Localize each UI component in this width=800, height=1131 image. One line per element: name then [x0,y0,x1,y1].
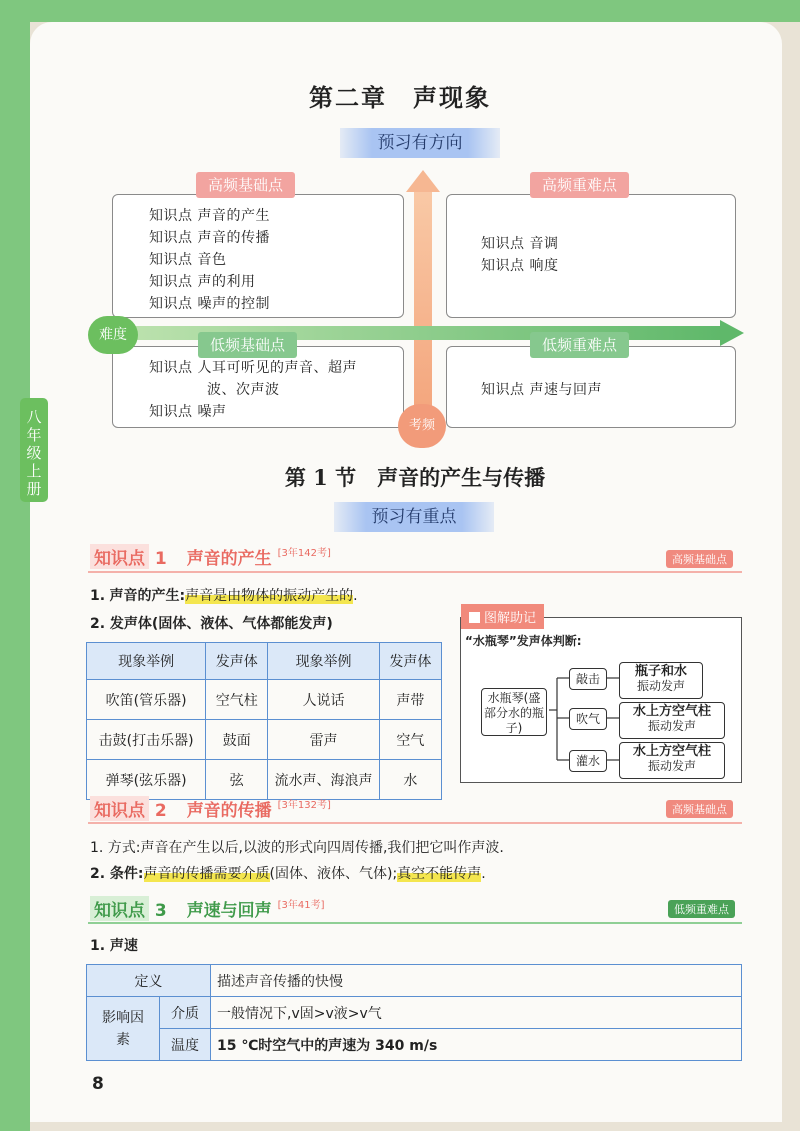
kp-exam-count: [3年142考] [277,548,331,559]
kp-exam-count: [3年41考] [277,900,325,911]
flow-source: 水瓶琴(盛部分水的瓶子) [481,688,547,736]
table-row [87,965,742,997]
flow-result-line: 振动发声 [636,679,685,693]
kp3-sub1: 1. 声速 [90,938,138,954]
kp-label: 知识点 [90,796,149,821]
flow-result-line: 水上方空气柱 [632,744,711,759]
section-title: 第 1 节 声音的产生与传播 [284,465,546,490]
highlighted-text: 声音的传播需要介质 [143,866,270,882]
kp-title: 声音的传播 [186,801,272,821]
table-header-row [87,643,442,680]
flow-action: 灌水 [569,750,607,772]
table-cell: 声带 [379,680,441,720]
chapter-title: 第二章 声现象 [309,83,491,112]
memory-aid-subtitle: “水瓶琴”发声体判断: [465,634,582,648]
table-row [87,720,442,760]
low-basic-label: 低频基础点 [198,332,297,358]
table-header: 发声体 [379,643,441,680]
list-item: 知识点 响度 [481,258,559,274]
high-hard-label: 高频重难点 [530,172,629,198]
flow-result [619,742,725,779]
table-row [87,1029,742,1061]
flow-action: 吹气 [569,708,607,730]
table-cell: 温度 [160,1029,211,1061]
table-cell: 空气柱 [206,680,268,720]
page-number: 8 [92,1074,104,1094]
list-item: 知识点 声速与回声 [481,382,602,398]
kp2-line1: 1. 方式:声音在产生以后,以波的形式向四周传播,我们把它叫作声波. [90,840,504,856]
sound-source-table [86,642,442,800]
table-header: 现象举例 [87,643,206,680]
flow-result [619,702,725,739]
line-head: 2. 条件: [90,866,144,882]
kp-title: 声速与回声 [186,901,272,921]
list-item: 知识点 人耳可听见的声音、超声 [149,360,357,376]
kp1-line2: 2. 发声体(固体、液体、气体都能发声) [90,616,333,632]
table-cell: 弦 [206,760,268,800]
table-cell: 一般情况下,v固>v液>v气 [211,997,742,1029]
kp-label: 知识点 [90,896,149,921]
low-hard-label: 低频重难点 [530,332,629,358]
table-cell: 定义 [87,965,211,997]
table-cell: 弹琴(弦乐器) [87,760,206,800]
preview-direction-banner: 预习有方向 [340,128,500,158]
table-row [87,680,442,720]
list-item: 知识点 音色 [149,252,227,268]
list-item: 知识点 音调 [481,236,559,252]
kp-number: 2 [154,801,167,821]
kp-label: 知识点 [90,544,149,569]
kp2-line2 [90,864,486,884]
table-row [87,760,442,800]
page-edge-left [0,0,30,1131]
table-cell: 介质 [160,997,211,1029]
flow-result-line: 振动发声 [647,759,696,773]
list-item: 知识点 噪声的控制 [149,296,270,312]
grade-side-tab: 八年级上册 [20,398,48,502]
low-basic-box [112,346,404,428]
table-cell: 空气 [379,720,441,760]
table-cell: 流水声、海浪声 [268,760,379,800]
kp1-line1 [90,586,358,606]
table-header: 现象举例 [268,643,379,680]
highlighted-text: 声音是由物体的振动产生的 [185,588,354,604]
kp2-level-badge: 高频基础点 [666,800,733,818]
table-cell: 影响因素 [87,997,160,1061]
table-cell: 水 [379,760,441,800]
table-cell: 15 ℃时空气中的声速为 340 m/s [211,1029,742,1061]
frequency-axis-shaft [414,190,432,430]
list-item: 知识点 噪声 [149,404,227,420]
difficulty-axis-label: 难度 [88,316,138,354]
preview-focus-banner: 预习有重点 [334,502,494,532]
table-cell: 人说话 [268,680,379,720]
list-item: 知识点 声音的产生 [149,208,270,224]
table-row [87,997,742,1029]
table-cell: 击鼓(打击乐器) [87,720,206,760]
flow-result-line: 振动发声 [647,719,696,733]
frequency-axis-arrowhead [406,170,440,192]
line-text: (固体、液体、气体); [269,866,398,882]
line-head: 声音的产生: [109,588,186,604]
page-edge-top [0,0,800,22]
table-cell: 鼓面 [206,720,268,760]
knowledge-point-2-header [90,796,331,821]
sound-speed-table [86,964,742,1061]
high-hard-box [446,194,736,318]
kp1-level-badge: 高频基础点 [666,550,733,568]
flow-result [619,662,703,699]
memory-aid-title-text: 图解助记 [484,611,537,626]
kp-exam-count: [3年132考] [277,800,331,811]
memory-aid-box [460,611,742,783]
flow-result-line: 水上方空气柱 [632,704,711,719]
highlighted-text: 真空不能传声 [397,866,482,882]
line-number: 1. [90,588,106,604]
table-cell: 描述声音传播的快慢 [211,965,742,997]
list-item: 波、次声波 [207,382,280,398]
knowledge-point-1-header [90,544,331,569]
table-cell: 吹笛(管乐器) [87,680,206,720]
kp2-divider [88,822,742,824]
list-item: 知识点 声音的传播 [149,230,270,246]
knowledge-point-3-header [90,896,325,921]
kp-number: 1 [154,549,167,569]
high-basic-label: 高频基础点 [196,172,295,198]
table-header: 发声体 [206,643,268,680]
low-hard-box [446,346,736,428]
line-end: . [481,866,486,882]
flow-result-line: 瓶子和水 [634,664,687,679]
list-item: 知识点 声的利用 [149,274,256,290]
table-cell: 雷声 [268,720,379,760]
kp3-level-badge: 低频重难点 [668,900,735,918]
flow-action: 敲击 [569,668,607,690]
kp3-divider [88,922,742,924]
line-end: . [353,588,358,604]
kp-title: 声音的产生 [186,549,272,569]
high-basic-box [112,194,404,318]
kp1-divider [88,571,742,573]
kp-number: 3 [154,901,167,921]
frequency-axis-label: 考频 [398,404,446,448]
difficulty-axis-arrowhead [720,320,744,346]
